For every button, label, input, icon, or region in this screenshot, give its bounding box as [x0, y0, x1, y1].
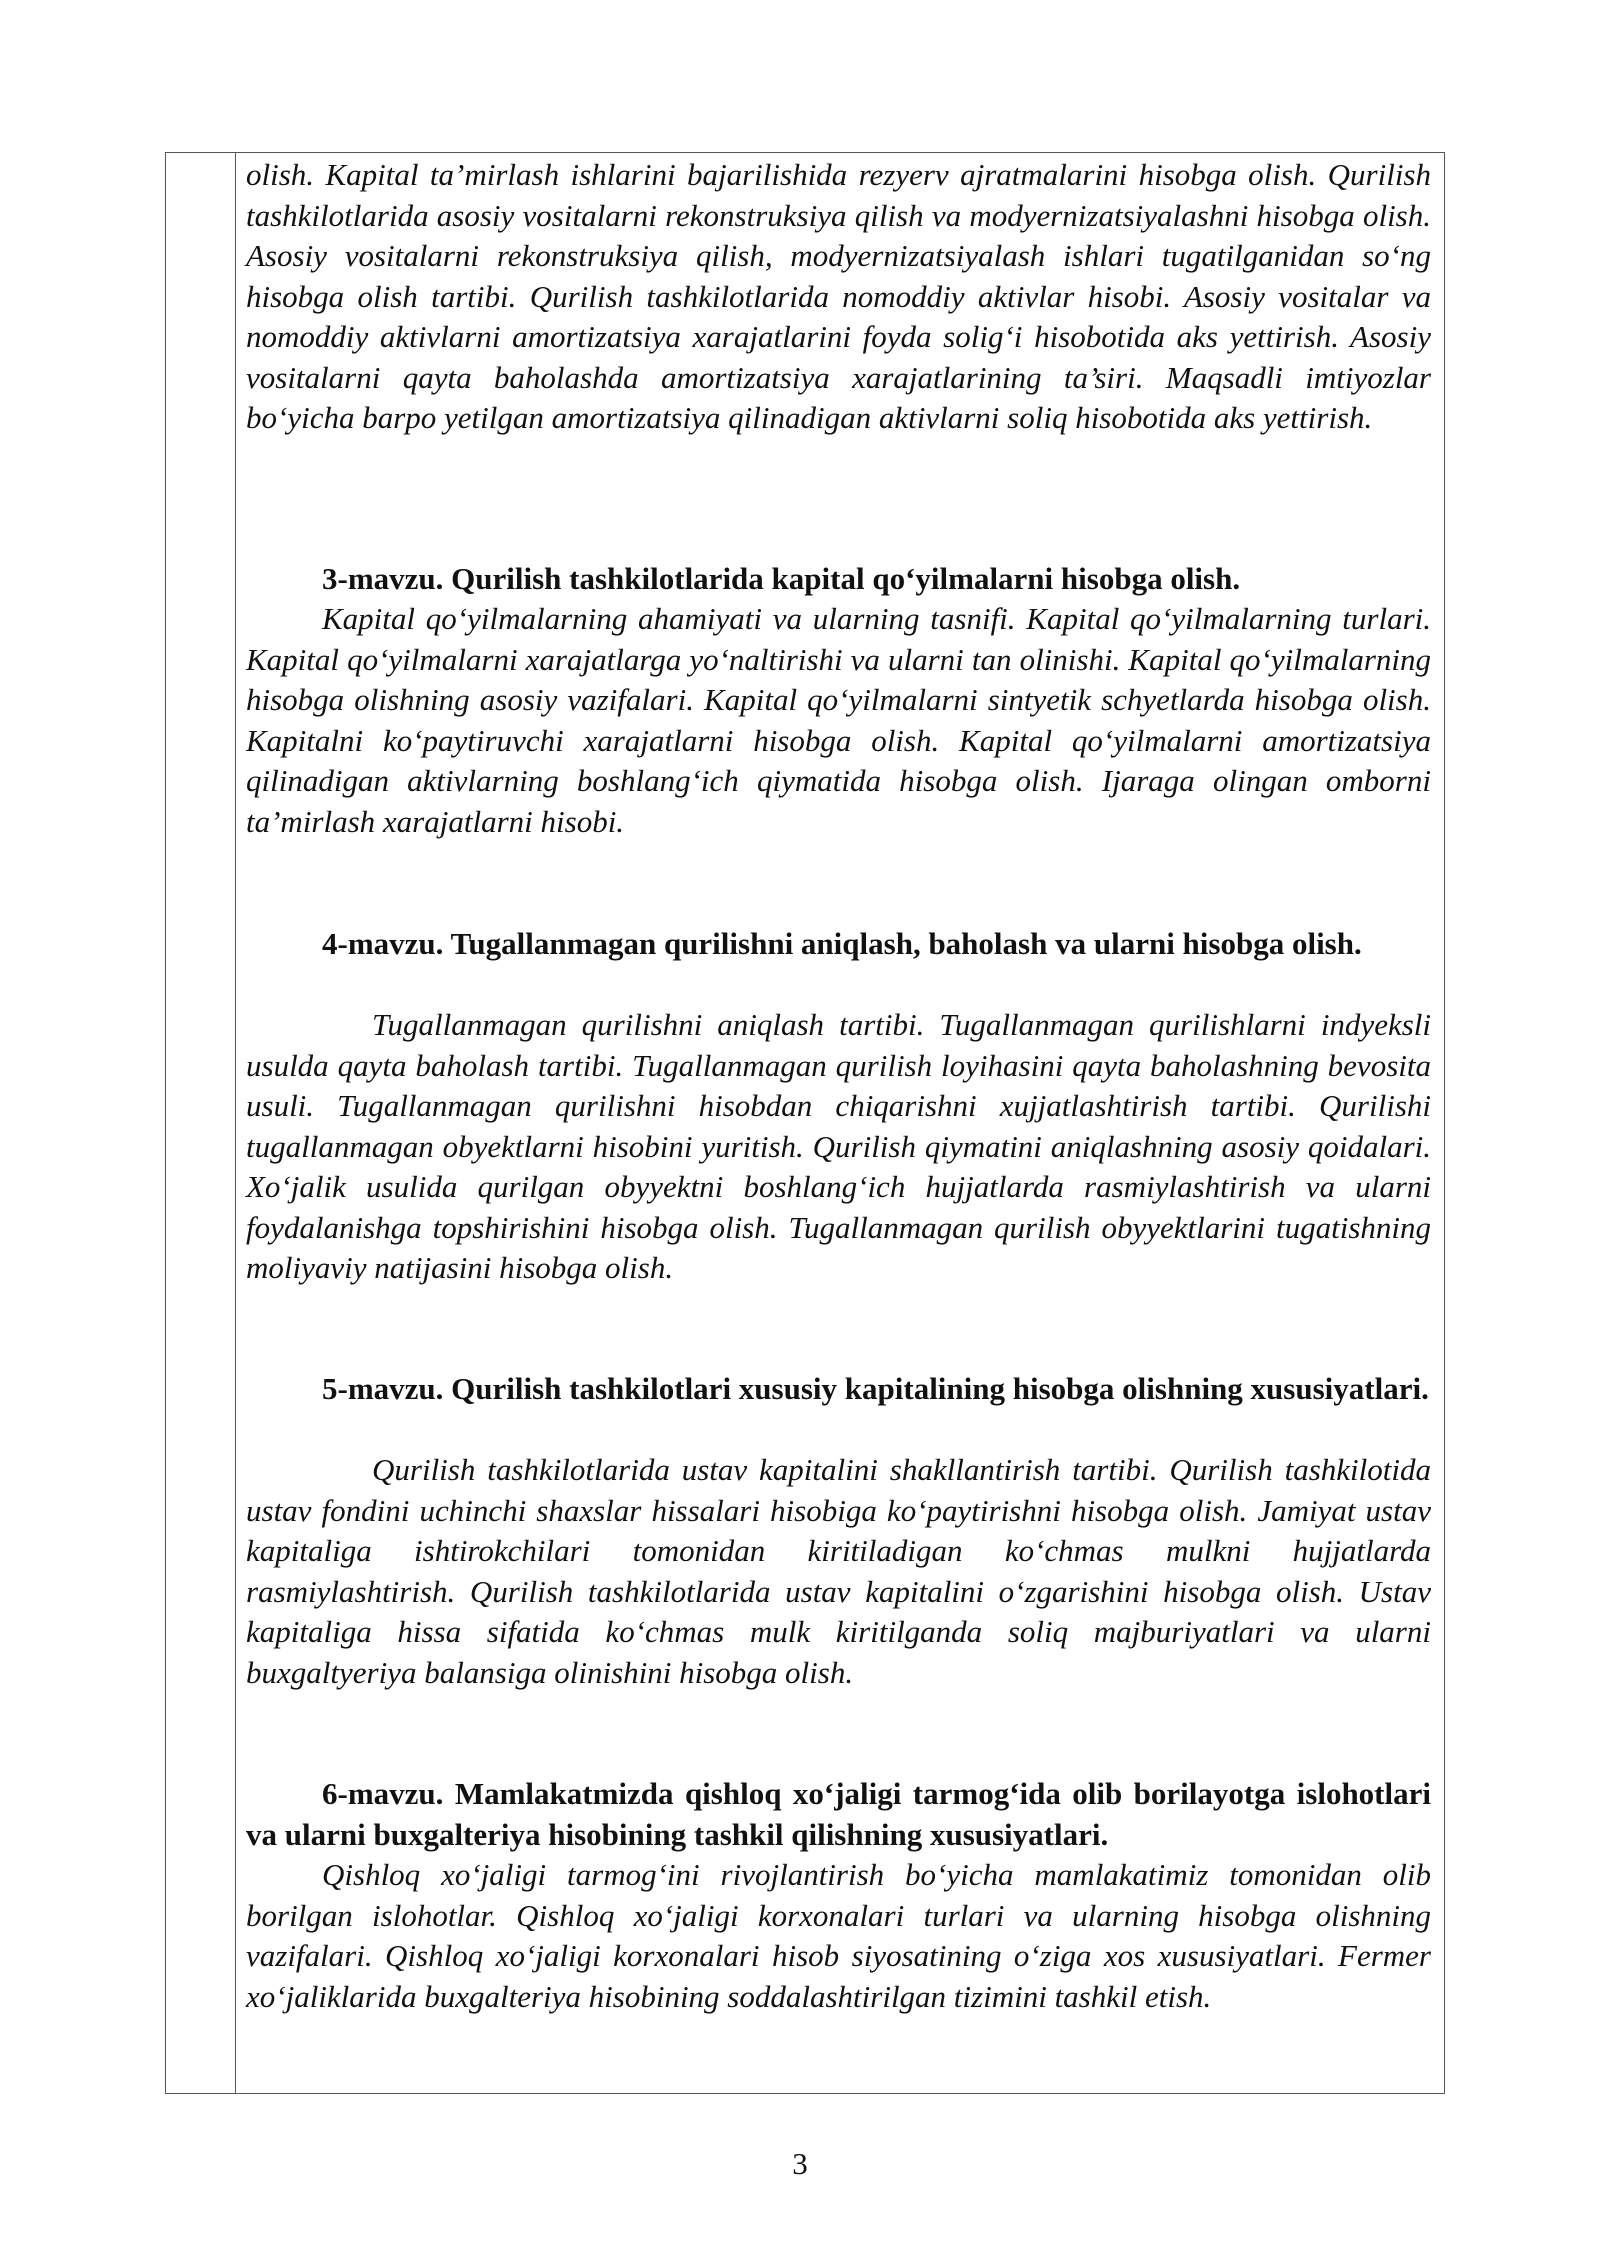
table-content-column	[246, 153, 1431, 2093]
section-5-body: Qurilish tashkilotlarida ustav kapitalini shakllantirish tartibi. Qurilish tashkilotida ustav fondini uchinchi shaxslar hissalari hisobiga ko‘paytirishni hisobga olish. Jamiyat ustav kapitaliga ishtirokchilari tomonidan kiritiladigan ko‘chmas mulkni hujjatlarda rasmiylashtirish. Qurilish tashkilotlarida ustav kapitalini o‘zgarishini hisobga olish. Ustav kapitaliga hissa sifatida ko‘chmas mulk kiritilganda soliq majburiyatlari va ularni buxgaltyeriya balansiga olinishini hisobga olish.	[246, 1452, 1431, 1690]
section-6-body: Qishloq xo‘jaligi tarmog‘ini rivojlantirish bo‘yicha mamlakatimiz tomonidan olib borilgan islohotlar. Qishloq xo‘jaligi korxonalari turlari va ularning hisobga olishning vazifalari. Qishloq xo‘jaligi korxonalari hisob siyosatining o‘ziga xos xususiyatlari. Fermer xo‘jaliklarida buxgalteriya hisobining soddalashtirilgan tizimini tashkil etish.	[246, 1857, 1431, 2014]
syllabus-table	[165, 152, 1445, 2094]
section-6-heading: 6-mavzu. Mamlakatmizda qishloq xo‘jaligi tarmog‘ida olib borilayotga islohotlari va ularni buxgalteriya hisobining tashkil qilishning xususiyatlari.	[246, 1776, 1431, 1852]
section-4-heading: 4-mavzu. Tugallanmagan qurilishni aniqlash, baholash va ularni hisobga olish.	[322, 926, 1362, 961]
section-3-heading: 3-mavzu. Qurilish tashkilotlarida kapital qo‘yilmalarni hisobga olish.	[322, 561, 1241, 596]
section-4-body: Tugallanmagan qurilishni aniqlash tartibi. Tugallanmagan qurilishlarni indyeksli usulda qayta baholash tartibi. Tugallanmagan qurilish loyihasini qayta baholashning bevosita usuli. Tugallanmagan qurilishni hisobdan chiqarishni xujjatlashtirish tartibi. Qurilishi tugallanmagan obyektlarni hisobini yuritish. Qurilish qiymatini aniqlashning asosiy qoidalari. Xo‘jalik usulida qurilgan obyyektni boshlang‘ich hujjatlarda rasmiylashtirish va ularni foydalanishga topshirishini hisobga olish. Tugallanmagan qurilish obyyektlarini tugatishning moliyaviy natijasini hisobga olish.	[246, 1007, 1431, 1285]
table-left-column	[166, 153, 236, 2093]
page-number: 3	[792, 2146, 808, 2181]
section-5-heading: 5-mavzu. Qurilish tashkilotlari xususiy kapitalining hisobga olishning xususiyatlari.	[322, 1371, 1429, 1406]
intro-paragraph: olish. Kapital ta’mirlash ishlarini bajarilishida rezyerv ajratmalarini hisobga olish. Qurilish tashkilotlarida asosiy vositalarni rekonstruksiya qilish va modyernizatsiyalashni hisobga olish. Asosiy vositalarni rekonstruksiya qilish, modyernizatsiyalash ishlari tugatilganidan so‘ng hisobga olish tartibi. Qurilish tashkilotlarida nomoddiy aktivlar hisobi. Asosiy vositalar va nomoddiy aktivlarni amortizatsiya xarajatlarini foyda solig‘i hisobotida aks yettirish. Asosiy vositalarni qayta baholashda amortizatsiya xarajatlarining ta’siri. Maqsadli imtiyozlar bo‘yicha barpo yetilgan amortizatsiya qilinadigan aktivlarni soliq hisobotida aks yettirish.	[246, 157, 1431, 435]
section-3-body: Kapital qo‘yilmalarning ahamiyati va ularning tasnifi. Kapital qo‘yilmalarning turlari. Kapital qo‘yilmalarni xarajatlarga yo‘naltirishi va ularni tan olinishi. Kapital qo‘yilmalarning hisobga olishning asosiy vazifalari. Kapital qo‘yilmalarni sintyetik schyetlarda hisobga olish. Kapitalni ko‘paytiruvchi xarajatlarni hisobga olish. Kapital qo‘yilmalarni amortizatsiya qilinadigan aktivlarning boshlang‘ich qiymatida hisobga olish. Ijaraga olingan omborni ta’mirlash xarajatlarni hisobi.	[246, 601, 1431, 839]
